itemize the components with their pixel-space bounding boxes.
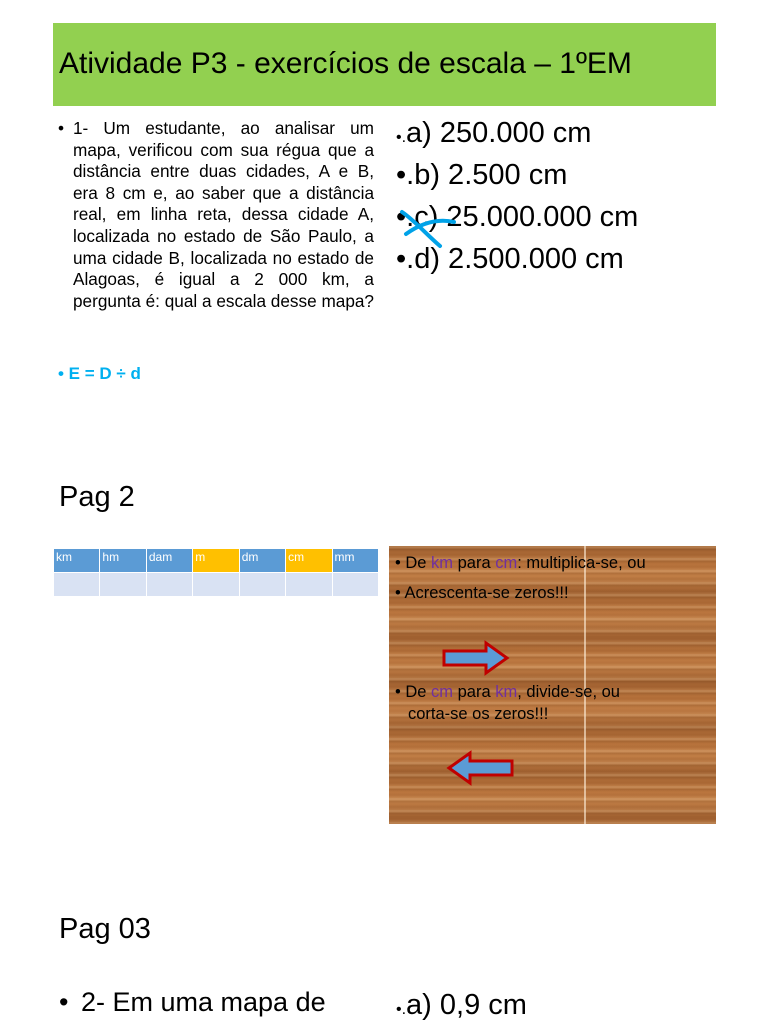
unit-keyword: cm — [495, 554, 518, 572]
table-cell — [332, 573, 378, 597]
unit-cm: cm — [286, 549, 332, 573]
option-2a[interactable] — [396, 987, 527, 1028]
table-cell — [239, 573, 285, 597]
units-table — [53, 548, 379, 597]
option-bullet: •. — [396, 159, 415, 191]
option-d-text: d) 2.500.000 cm — [414, 243, 624, 275]
text: • De — [395, 554, 432, 572]
question-2 — [59, 984, 326, 1020]
rule-add-zeros: • Acrescenta-se zeros!!! — [395, 584, 569, 602]
units-empty-row — [54, 573, 379, 597]
unit-m: m — [193, 549, 239, 573]
option-b[interactable] — [396, 157, 567, 193]
text: , divide-se, ou — [517, 683, 620, 701]
option-a-text: a) 250.000 cm — [406, 117, 592, 149]
table-cell — [193, 573, 239, 597]
option-a[interactable] — [396, 115, 591, 156]
unit-keyword: km — [495, 683, 518, 701]
option-c-text: c) 25.000.000 cm — [414, 201, 639, 233]
text: • De — [395, 683, 432, 701]
bullet: • — [59, 987, 69, 1017]
unit-dm: dm — [239, 549, 285, 573]
bullet: • — [58, 118, 65, 138]
option-bullet: •. — [396, 201, 415, 233]
formula: • E = D ÷ d — [58, 364, 141, 383]
option-bullet: •. — [396, 1001, 407, 1018]
rule-remove-zeros: corta-se os zeros!!! — [408, 705, 549, 723]
page-2-heading: Pag 2 — [59, 481, 135, 513]
unit-keyword: km — [431, 554, 454, 572]
unit-mm: mm — [332, 549, 378, 573]
question-1-text: 1- Um estudante, ao analisar um mapa, verificou com sua régua que a distância entre duas cidades, A e B, era 8 cm e, ao saber que a distância real, em linha reta, dessa cidade A, localizada no estado de São Paulo, a uma cidade B, localizada no estado de Alagoas, é igual a 2 000 km, a pergunta é: qual a escala desse mapa? — [73, 118, 374, 311]
text: : multiplica-se, ou — [517, 554, 646, 572]
table-cell — [146, 573, 192, 597]
rule-cm-to-km — [395, 681, 620, 703]
arrow-left-icon — [445, 750, 515, 786]
question-1 — [58, 118, 374, 312]
conversion-box — [389, 546, 716, 824]
unit-km: km — [54, 549, 100, 573]
table-cell — [54, 573, 100, 597]
option-bullet: •. — [396, 129, 407, 146]
option-d[interactable] — [396, 241, 624, 277]
option-b-text: b) 2.500 cm — [414, 159, 568, 191]
unit-keyword: cm — [431, 683, 454, 701]
table-cell — [100, 573, 146, 597]
question-2-text: 2- Em uma mapa de — [81, 987, 326, 1017]
units-header-row — [54, 549, 379, 573]
option-2a-text: a) 0,9 cm — [406, 989, 527, 1021]
unit-dam: dam — [146, 549, 192, 573]
rule-km-to-cm — [395, 552, 646, 574]
text: para — [453, 683, 496, 701]
unit-hm: hm — [100, 549, 146, 573]
table-cell — [286, 573, 332, 597]
text: para — [453, 554, 496, 572]
page-3-heading: Pag 03 — [59, 913, 151, 945]
page-title: Atividade P3 - exercícios de escala – 1ºEM — [59, 47, 632, 80]
option-bullet: •. — [396, 243, 415, 275]
arrow-right-icon — [441, 640, 511, 676]
